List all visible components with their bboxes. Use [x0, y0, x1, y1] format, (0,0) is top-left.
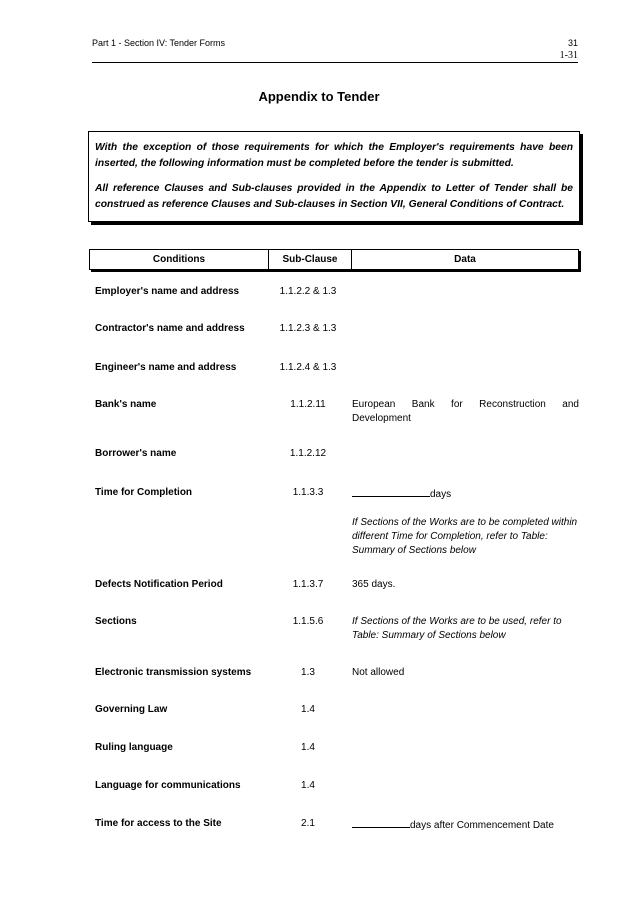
- subclause-cell: 1.1.3.7: [292, 579, 324, 590]
- condition-cell: Sections: [95, 616, 137, 627]
- column-header-data: Data: [454, 254, 476, 265]
- condition-cell: Borrower's name: [95, 448, 177, 459]
- condition-cell: Contractor's name and address: [95, 323, 245, 334]
- instructions-paragraph-2: All reference Clauses and Sub-clauses provided in the Appendix to Letter of Tender shall be construed as reference Clauses and Sub-clauses in Section VII, General Conditions of Contract.: [95, 183, 573, 210]
- data-text: days: [430, 489, 452, 500]
- instructions-paragraph-1: With the exception of those requirements for which the Employer's requirements have been inserted, the following information must be completed before the tender is submitted.: [95, 142, 573, 169]
- condition-cell: Electronic transmission systems: [95, 667, 252, 678]
- column-header-conditions: Conditions: [90, 250, 269, 269]
- data-note: If Sections of the Works are to be completed within different Time for Completion, refer to Table: Summary of Sections below: [352, 517, 578, 556]
- condition-cell: Ruling language: [95, 742, 173, 753]
- column-header-subclause: Sub-Clause: [269, 250, 352, 269]
- subclause-cell: 1.1.2.11: [290, 399, 326, 410]
- data-cell: If Sections of the Works are to be used, refer to Table: Summary of Sections below: [352, 616, 562, 641]
- subclause-cell: 1.1.2.4 & 1.3: [279, 362, 337, 373]
- header-page-number: 31: [567, 38, 578, 48]
- subclause-cell: 1.1.2.2 & 1.3: [279, 286, 337, 297]
- condition-cell: Bank's name: [95, 399, 157, 410]
- data-cell: European Bank for Reconstruction and Development: [352, 399, 579, 424]
- condition-cell: Language for communications: [95, 780, 241, 791]
- page-header: [92, 38, 578, 62]
- header-rule: [92, 62, 578, 63]
- page-title: Appendix to Tender: [258, 89, 380, 104]
- condition-cell: Employer's name and address: [95, 286, 240, 297]
- header-section-label: Part 1 - Section IV: Tender Forms: [92, 38, 226, 48]
- data-cell: 365 days.: [352, 579, 396, 590]
- instructions-box: [88, 131, 580, 222]
- subclause-cell: 1.1.2.12: [289, 448, 327, 459]
- table-header: [89, 249, 579, 270]
- subclause-cell: 1.4: [301, 704, 315, 715]
- condition-cell: Governing Law: [95, 704, 168, 715]
- condition-cell: Time for access to the Site: [95, 818, 222, 829]
- data-cell: [352, 486, 579, 502]
- subclause-cell: 1.4: [301, 742, 315, 753]
- subclause-cell: 1.1.2.3 & 1.3: [279, 323, 337, 334]
- condition-cell: Defects Notification Period: [95, 579, 223, 590]
- data-cell: [352, 817, 579, 833]
- condition-cell: Time for Completion: [95, 487, 193, 498]
- blank-line: [352, 817, 410, 828]
- blank-line: [352, 486, 430, 497]
- subclause-cell: 1.1.3.3: [292, 487, 324, 498]
- data-cell: Not allowed: [352, 667, 405, 678]
- subclause-cell: 2.1: [301, 818, 315, 829]
- data-text: days after Commencement Date: [410, 820, 554, 831]
- condition-cell: Engineer's name and address: [95, 362, 237, 373]
- header-page-code: 1-31: [559, 50, 578, 61]
- subclause-cell: 1.4: [301, 780, 315, 791]
- subclause-cell: 1.1.5.6: [292, 616, 324, 627]
- subclause-cell: 1.3: [301, 667, 315, 678]
